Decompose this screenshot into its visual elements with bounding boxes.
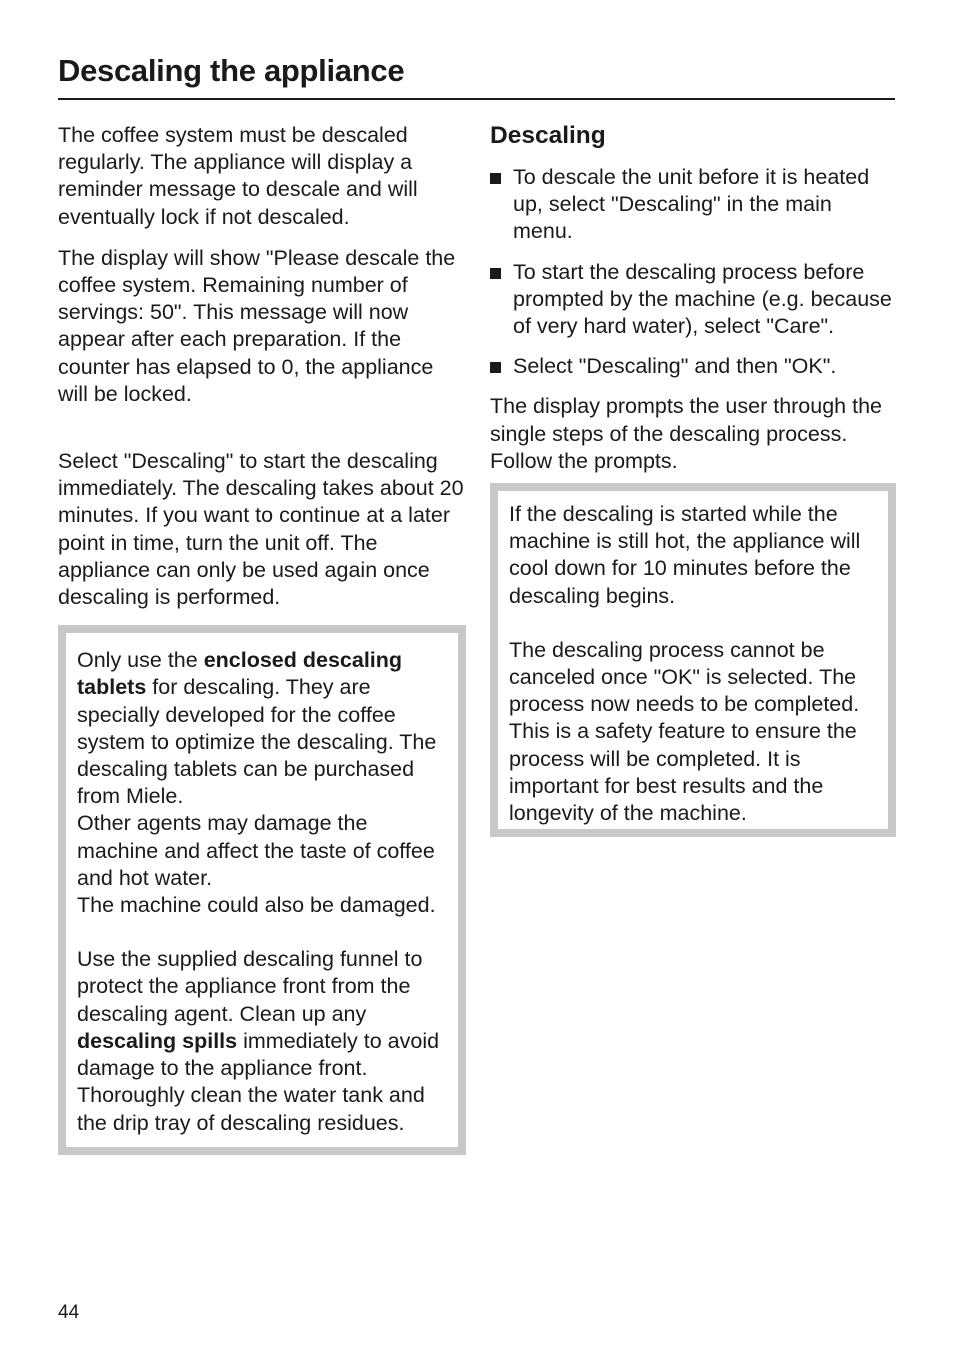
page-number: 44 (58, 1302, 80, 1323)
funnel-prefix: Use the supplied descaling funnel to protect the appliance front from the descaling agent. Clean up any (77, 947, 423, 1026)
tablets-intro-prefix: Only use the (77, 648, 204, 673)
square-bullet-icon (490, 173, 501, 184)
descaling-tablets-note (58, 625, 466, 1154)
list-item (490, 353, 896, 380)
funnel-instructions (77, 946, 450, 1136)
machine-damage-warning: The machine could also be damaged. (77, 893, 436, 918)
page-title: Descaling the appliance (58, 53, 405, 88)
tablets-intro-suffix: for descaling. They are specially developed for the coffee system to optimize the descaling. The descaling tablets can be purchased from Miele. (77, 675, 437, 809)
step-text: Select "Descaling" and then "OK". (513, 354, 837, 379)
list-item (490, 259, 896, 341)
right-column (490, 122, 896, 837)
cooldown-note-text: If the descaling is started while the machine is still hot, the appliance will cool down for 10 minutes before the descaling begins. (509, 502, 861, 608)
enclosed-tablets-emphasis: enclosed descaling tablets (77, 648, 403, 700)
section-heading: Descaling (490, 122, 606, 149)
step-text: To descale the unit before it is heated up, select "Descaling" in the main menu. (513, 165, 870, 244)
cannot-cancel-note-text: The descaling process cannot be canceled once "OK" is selected. The process now needs to be completed. This is a safety feature to ensure the process will be completed. It is important for best results and the longevity of the machine. (509, 637, 860, 826)
square-bullet-icon (490, 268, 501, 279)
other-agents-warning: Other agents may damage the machine and affect the taste of coffee and hot water. (77, 811, 435, 890)
tablets-note-text (77, 647, 450, 810)
funnel-suffix: immediately to avoid damage to the appliance front. Thoroughly clean the water tank and the drip tray of descaling residues. (77, 1028, 440, 1135)
prompts-paragraph: The display prompts the user through the single steps of the descaling process. Follow the prompts. (490, 394, 882, 473)
display-message-paragraph: The display will show "Please descale the coffee system. Remaining number of servings: 50". This message will now appear after each preparation. If the counter has elapsed to 0, the appliance will be locked. (58, 245, 456, 406)
start-descaling-paragraph: Select "Descaling" to start the descaling immediately. The descaling takes about 20 minutes. If you want to continue at a later point in time, turn the unit off. The appliance can only be used again once descaling is performed. (58, 449, 464, 610)
square-bullet-icon (490, 362, 501, 373)
steps-list (490, 164, 896, 380)
left-column (58, 122, 466, 1155)
list-item (490, 164, 896, 246)
title-divider (58, 98, 895, 100)
step-text: To start the descaling process before prompted by the machine (e.g. because of very hard water), select "Care". (513, 259, 892, 339)
descaling-spills-emphasis: descaling spills (77, 1028, 238, 1053)
intro-paragraph: The coffee system must be descaled regularly. The appliance will display a reminder message to descale and will eventually lock if not descaled. (58, 123, 418, 229)
hot-machine-note (490, 483, 896, 837)
